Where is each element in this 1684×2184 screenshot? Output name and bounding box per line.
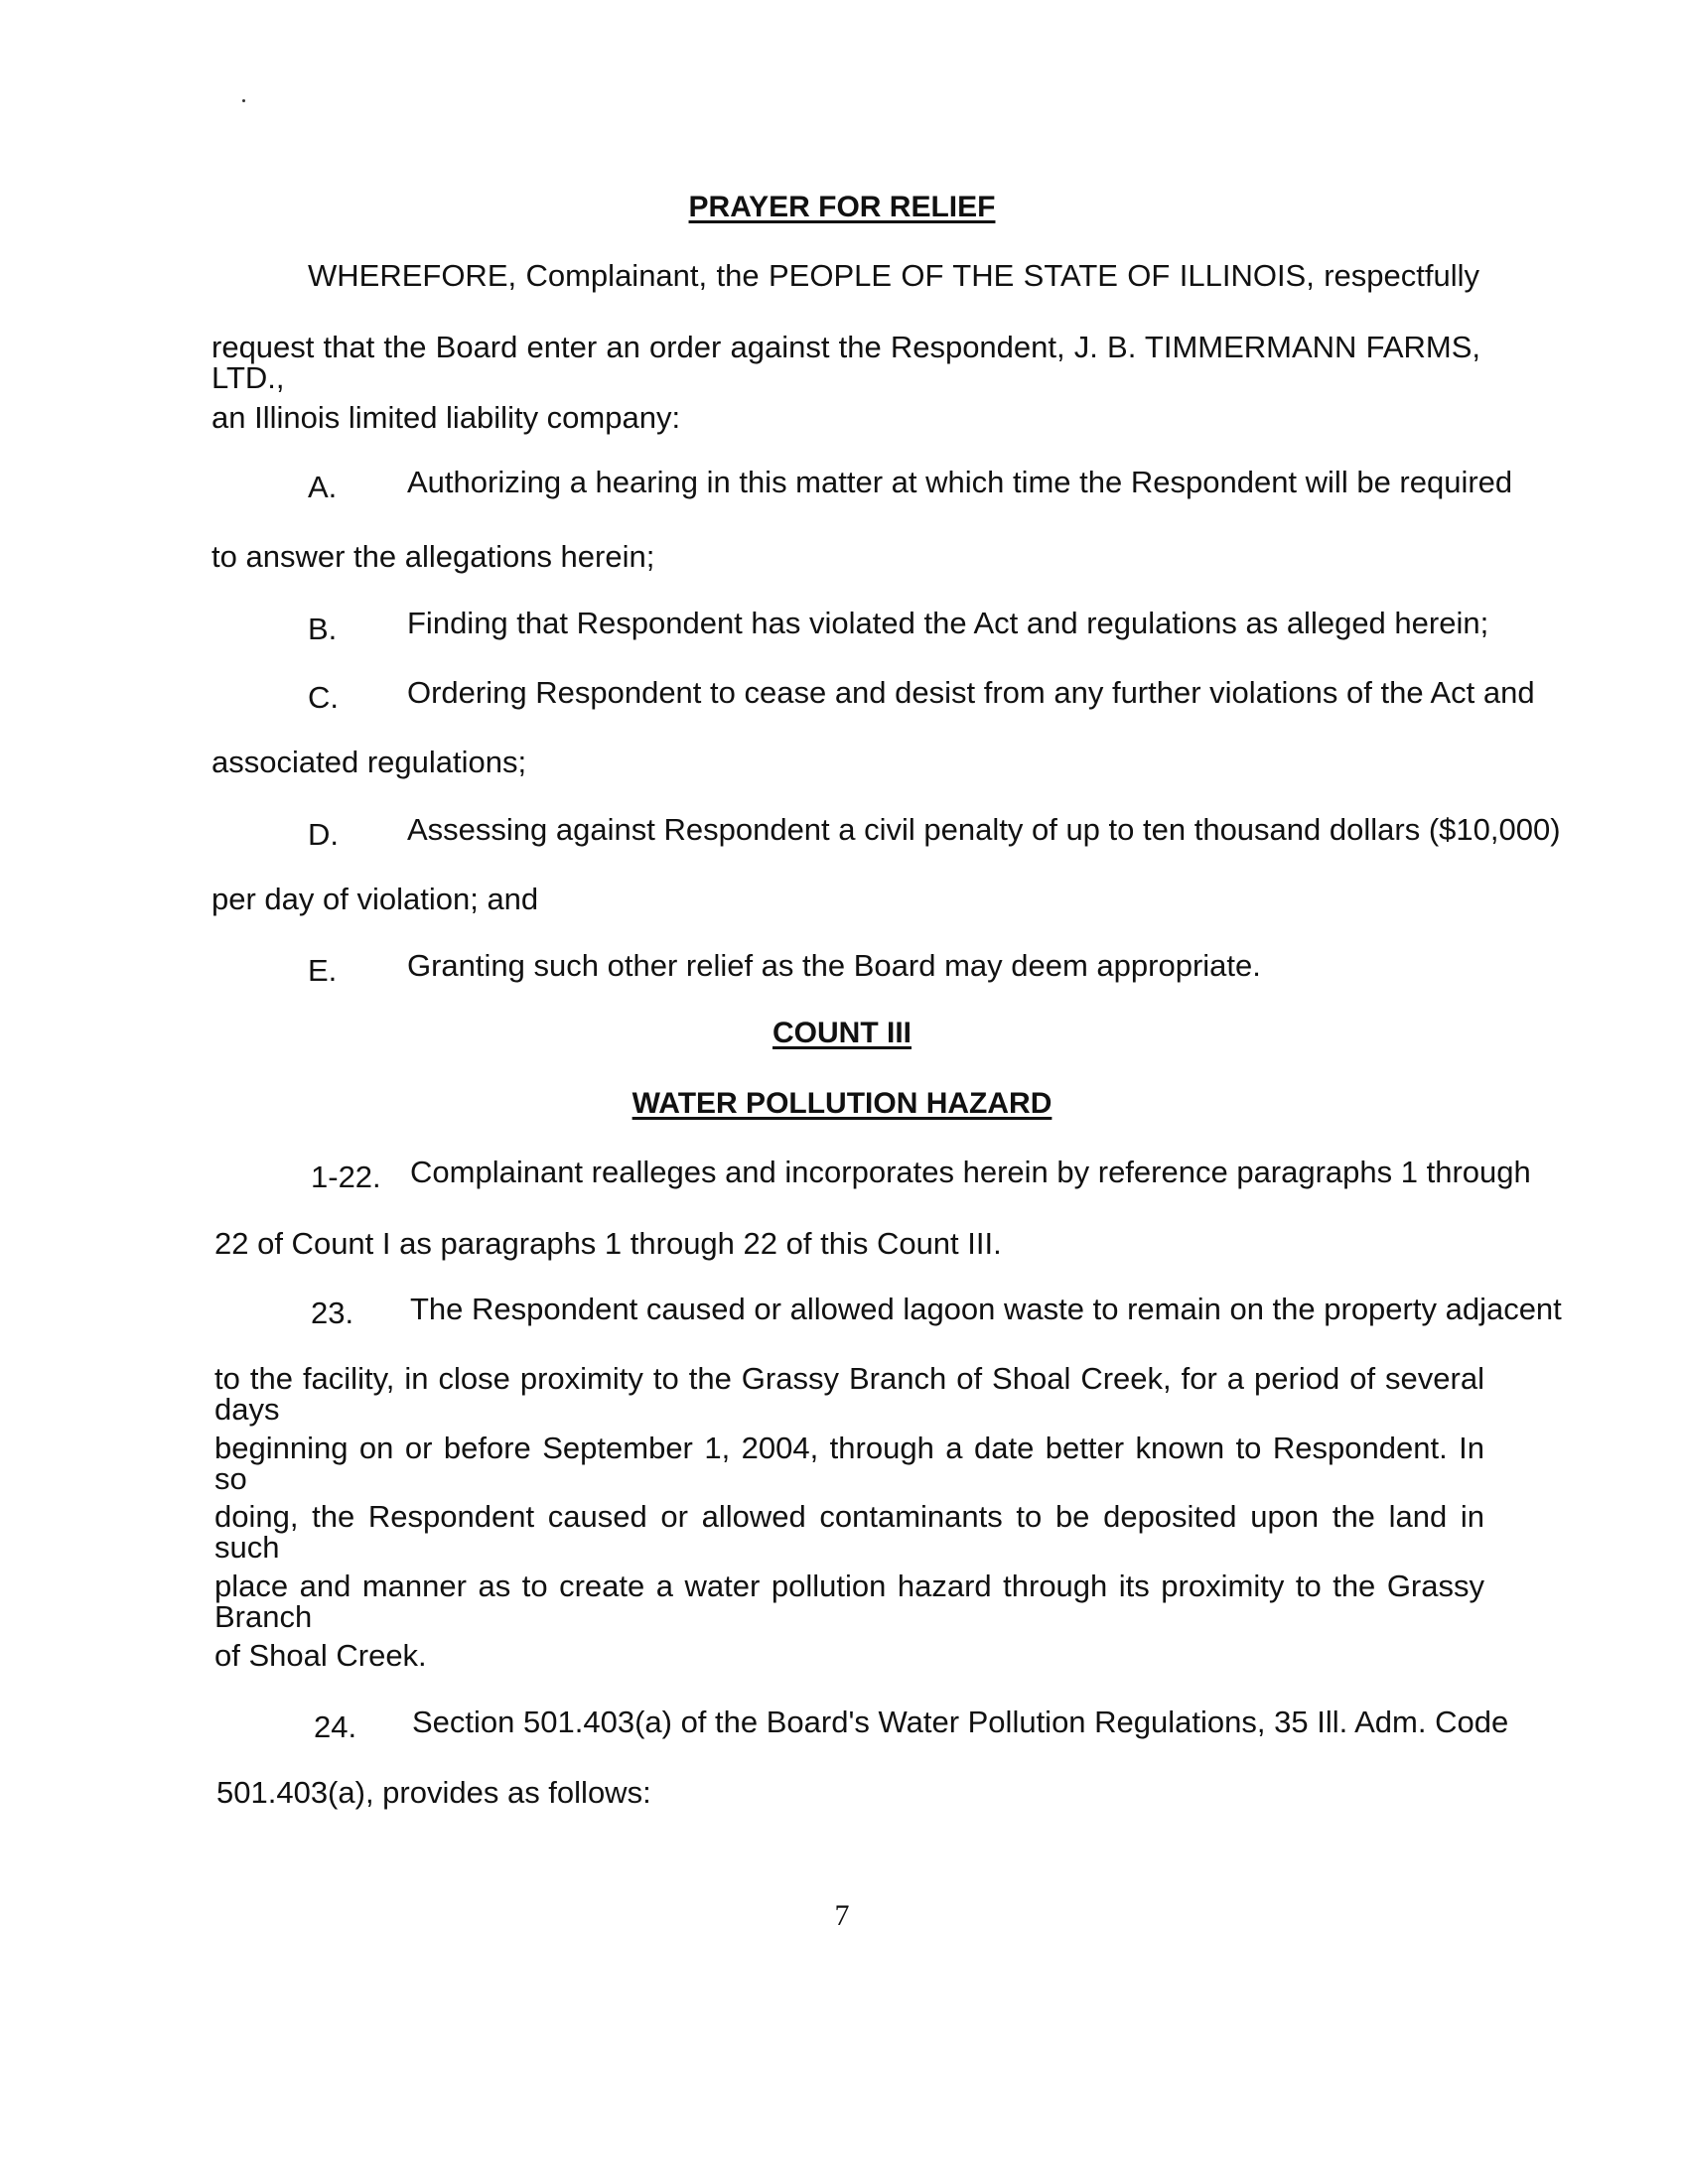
relief-item-d-text: Assessing against Respondent a civil penalty of up to ten thousand dollars ($10,000): [407, 812, 1561, 847]
paragraph-1-22-line-2: 22 of Count I as paragraphs 1 through 22 of this Count III.: [214, 1226, 1002, 1261]
paragraph-23-line-4: doing, the Respondent caused or allowed contaminants to be deposited upon the land in such: [214, 1499, 1484, 1565]
relief-item-e-text: Granting such other relief as the Board may deem appropriate.: [407, 948, 1261, 983]
relief-item-d-label: D.: [308, 817, 339, 852]
relief-item-a-label: A.: [308, 470, 338, 504]
intro-line-3: an Illinois limited liability company:: [211, 400, 681, 435]
relief-item-a-continued: to answer the allegations herein;: [211, 539, 655, 574]
relief-item-b-text: Finding that Respondent has violated the Act and regulations as alleged herein;: [407, 606, 1489, 640]
paragraph-24-line-1: Section 501.403(a) of the Board's Water Pollution Regulations, 35 Ill. Adm. Code: [412, 1705, 1509, 1739]
count-iii-heading: COUNT III: [772, 1017, 912, 1049]
paragraph-23-line-6: of Shoal Creek.: [214, 1638, 427, 1673]
page-number: 7: [834, 1899, 850, 1932]
scan-artifact-dot: [242, 99, 245, 102]
relief-item-b-label: B.: [308, 612, 338, 646]
paragraph-23-line-5: place and manner as to create a water pollution hazard through its proximity to the Grassy Branch: [214, 1569, 1484, 1634]
paragraph-23-line-1: The Respondent caused or allowed lagoon waste to remain on the property adjacent: [410, 1292, 1562, 1326]
prayer-for-relief-heading: PRAYER FOR RELIEF: [688, 191, 996, 223]
paragraph-24-line-2: 501.403(a), provides as follows:: [216, 1775, 651, 1810]
relief-item-a-text: Authorizing a hearing in this matter at which time the Respondent will be required: [407, 465, 1513, 499]
intro-line-2: request that the Board enter an order against the Respondent, J. B. TIMMERMANN FARMS, LTD.,: [211, 330, 1480, 395]
water-pollution-hazard-heading: WATER POLLUTION HAZARD: [632, 1087, 1052, 1120]
paragraph-23-line-3: beginning on or before September 1, 2004, through a date better known to Respondent. In so: [214, 1431, 1484, 1496]
paragraph-23-number: 23.: [311, 1296, 354, 1330]
relief-item-e-label: E.: [308, 953, 338, 988]
paragraph-1-22-line-1: Complainant realleges and incorporates herein by reference paragraphs 1 through: [410, 1155, 1531, 1189]
relief-item-d-continued: per day of violation; and: [211, 882, 539, 916]
relief-item-c-text: Ordering Respondent to cease and desist from any further violations of the Act and: [407, 675, 1535, 710]
paragraph-23-line-2: to the facility, in close proximity to the Grassy Branch of Shoal Creek, for a period of several days: [214, 1361, 1484, 1427]
paragraph-24-number: 24.: [314, 1709, 357, 1744]
relief-item-c-label: C.: [308, 680, 339, 715]
intro-line-1: WHEREFORE, Complainant, the PEOPLE OF THE STATE OF ILLINOIS, respectfully: [308, 258, 1479, 293]
relief-item-c-continued: associated regulations;: [211, 745, 527, 779]
paragraph-1-22-number: 1-22.: [311, 1160, 381, 1194]
